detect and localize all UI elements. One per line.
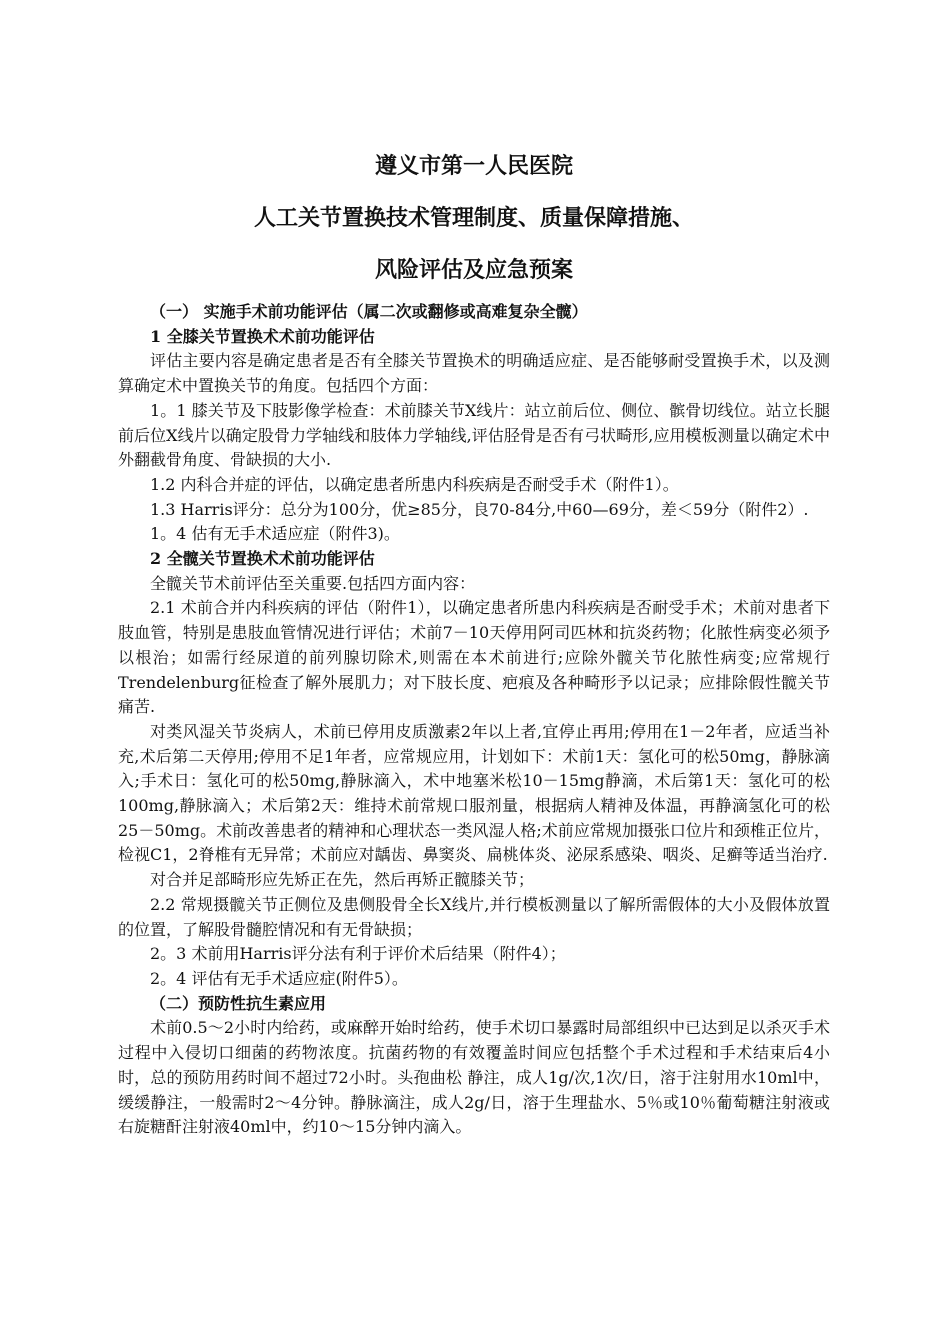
paragraph: 2.2 常规摄髋关节正侧位及患侧股骨全长X线片,并行模板测量以了解所需假体的大小及假体放置的位置，了解股骨髓腔情况和有无骨缺损； (118, 894, 830, 939)
document-title-line2: 风险评估及应急预案 (374, 257, 573, 283)
document-title-line1: 人工关节置换技术管理制度、质量保障措施、 (253, 205, 694, 231)
paragraph: 全髋关节术前评估至关重要.包括四方面内容： (150, 573, 476, 593)
paragraph: 术前0.5～2小时内给药，或麻醉开始时给药，使手术切口暴露时局部组织中已达到足以杀灭手术过程中入侵切口细菌的药物浓度。抗菌药物的有效覆盖时间应包括整个手术过程和手术结束后4小时，总的预防用药时间不超过72小时。头孢曲松 静注，成人1g/次,1次/日，溶于注射用水10ml中，缓缓静注，一般需时2～4分钟。静脉滴注，成人2g/日，溶于生理盐水、5％或10％葡萄糖注射液或右旋糖酐注射液40ml中，约10～15分钟内滴入。 (118, 1018, 830, 1137)
document-page (118, 140, 830, 1140)
paragraph: 对合并足部畸形应先矫正在先，然后再矫正髋膝关节； (150, 870, 535, 890)
section-heading-2: （二）预防性抗生素应用 (150, 993, 327, 1013)
paragraph: 2.1 术前合并内科疾病的评估（附件1），以确定患者所患内科疾病是否耐受手术；术前对患者下肢血管，特别是患肢血管情况进行评估；术前7－10天停用阿司匹林和抗炎药物；化脓性病变必须予以根治；如需行经尿道的前列腺切除术,则需在本术前进行;应除外髋关节化脓性病变;应常规行Trendelenburg征检查了解外展肌力；对下肢长度、疤痕及各种畸形予以记录；应排除假性髋关节痛苦. (118, 598, 830, 717)
paragraph: 1。4 估有无手术适应症（附件3)。 (150, 524, 400, 544)
paragraph: 1。1 膝关节及下肢影像学检查：术前膝关节X线片：站立前后位、侧位、髌骨切线位。站立长腿前后位X线片以确定股骨力学轴线和肢体力学轴线,评估胫骨是否有弓状畸形,应用模板测量以确定术中外翻截骨角度、骨缺损的大小. (118, 400, 830, 470)
document-body (118, 300, 830, 1140)
paragraph: 1.2 内科合并症的评估，以确定患者所患内科疾病是否耐受手术（附件1）。 (150, 474, 679, 494)
paragraph: 对类风湿关节炎病人，术前已停用皮质激素2年以上者,宜停止再用;停用在1－2年者，应适当补充,术后第二天停用;停用不足1年者，应常规应用，计划如下：术前1天：氢化可的松50mg，静脉滴入;手术日：氢化可的松50mg,静脉滴入，术中地塞米松10－15mg静滴，术后第1天：氢化可的松100mg,静脉滴入；术后第2天：维持术前常规口服剂量，根据病人精神及体温，再静滴氢化可的松25－50mg。术前改善患者的精神和心理状态一类风湿人格;术前应常规加摄张口位片和颈椎正位片，检视C1，2脊椎有无异常；术前应对龋齿、鼻窦炎、扁桃体炎、泌尿系感染、咽炎、足癣等适当治疗. (118, 721, 830, 865)
subsection-heading-knee: 1 全膝关节置换术术前功能评估 (150, 326, 375, 346)
paragraph: 1.3 Harris评分：总分为100分，优≥85分，良70-84分,中60—69分，差＜59分（附件2）. (150, 499, 809, 519)
paragraph: 2。3 术前用Harris评分法有利于评价术后结果（附件4）； (150, 944, 566, 964)
paragraph: 评估主要内容是确定患者是否有全膝关节置换术的明确适应症、是否能够耐受置换手术，以及测算确定术中置换关节的角度。包括四个方面： (118, 351, 830, 396)
hospital-name: 遵义市第一人民医院 (374, 153, 573, 179)
subsection-heading-hip: 2 全髋关节置换术术前功能评估 (150, 549, 375, 569)
paragraph: 2。4 评估有无手术适应症(附件5）。 (150, 968, 408, 988)
section-heading-1: （一） 实施手术前功能评估（属二次或翻修或高难复杂全髋） (150, 302, 588, 321)
